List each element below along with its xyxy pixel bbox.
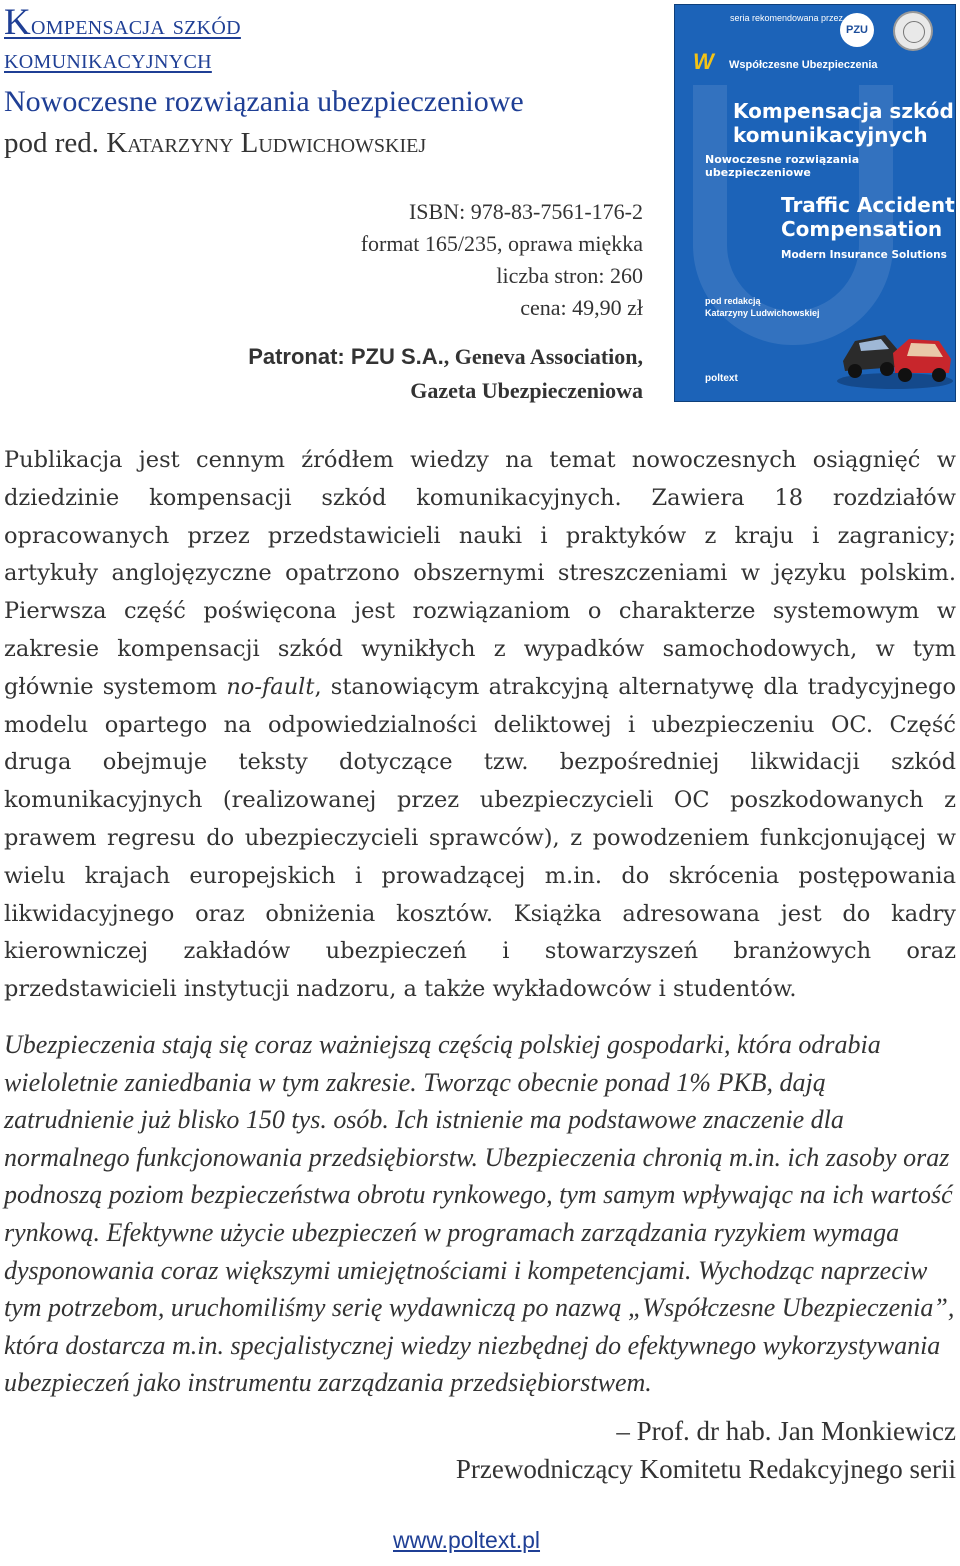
- cover-title-en-1: Traffic Accident: [781, 193, 955, 217]
- page-count: liczba stron: 260: [496, 263, 643, 288]
- series-w-logo-icon: W: [693, 49, 714, 74]
- patron-label: Patronat: PZU S.A.: [248, 344, 444, 369]
- description-paragraph: [4, 442, 956, 1009]
- book-cover-image: [674, 4, 956, 402]
- editor-prefix: pod red.: [4, 127, 107, 159]
- title-line1: ompensacja szkód: [31, 9, 241, 41]
- cover-subtitle-en: Modern Insurance Solutions: [781, 249, 947, 261]
- cover-series-label: seria rekomendowana przez: [730, 13, 844, 23]
- book-title: [4, 2, 664, 76]
- cover-subtitle-pl: Nowoczesne rozwiązania ubezpieczeniowe: [705, 153, 860, 179]
- signature-role: Przewodniczący Komitetu Redakcyjnego serii: [455, 1454, 956, 1484]
- description-part2: , stanowiącym atrakcyjną alternatywę dla tradycyjnego modelu opartego na odpowiedzialności deliktowej i ubezpieczeniu OC. Część druga obejmuje teksty dotyczące tzw. bezpośredniej likwidacji szkód komunikacyjnych (realizowanej przez ubezpieczycieli OC poszkodowanych z prawem regresu do ubezpieczycieli sprawców), z powodzeniem funkcjonującej w wielu krajach europejskich i prowadzącej m.in. do skrócenia postępowania likwidacyjnego oraz obniżenia kosztów. Książka adresowana jest do kadry kierowniczej zakładów ubezpieczeń i stowarzyszeń branżowych oraz przedstawicieli instytucji nadzoru, a także wykładowców i studentów.: [4, 673, 956, 1003]
- title-line2: komunikacyjnych: [4, 43, 212, 75]
- pzu-logo-icon: PZU: [840, 13, 874, 47]
- book-metadata: [361, 196, 643, 324]
- book-subtitle: Nowoczesne rozwiązania ubezpieczeniowe: [4, 85, 524, 118]
- cover-editor-2: Katarzyny Ludwichowskiej: [705, 308, 820, 318]
- cover-editor: [705, 295, 820, 319]
- cover-series-name: Współczesne Ubezpieczenia: [729, 59, 878, 71]
- cover-title-en-2: Compensation: [781, 217, 943, 241]
- description-part1: Publikacja jest cennym źródłem wiedzy na temat nowoczesnych osiągnięć w dziedzinie kompensacji szkód komunikacyjnych. Zawiera 18 rozdziałów opracowanych przez przedstawicieli nauki i praktyków z kraju i zagranicy; artykuły anglojęzyczne opatrzono obszernymi streszczeniami w języku polskim. Pierwsza część poświęcona jest rozwiązaniom o charakterze systemowym w zakresie kompensacji szkód wynikłych z wypadków samochodowych, w tym głównie systemom: [4, 447, 956, 700]
- title-initial: K: [4, 2, 32, 43]
- patronage: [248, 340, 643, 408]
- cover-title-pl-2: komunikacyjnych: [733, 123, 928, 147]
- cover-publisher-logo: poltext: [705, 373, 738, 384]
- cover-title-pl: [733, 99, 954, 147]
- price: cena: 49,90 zł: [520, 295, 643, 320]
- cover-title-pl-1: Kompensacja szkód: [733, 99, 954, 123]
- seal-logo-icon: [893, 11, 933, 51]
- signature-name: – Prof. dr hab. Jan Monkiewicz: [616, 1416, 956, 1446]
- editorial-quote: Ubezpieczenia stają się coraz ważniejszą częścią polskiej gospodarki, która odrabia wieloletnie zaniedbania w tym zakresie. Tworząc obecnie ponad 1% PKB, dają zatrudnienie już blisko 150 tys. osób. Ich istnienie ma podstawowe znaczenie dla normalnego funkcjonowania przedsiębiorstw. Ubezpieczenia chronią m.in. ich zasoby oraz podnoszą poziom bezpieczeństwa obrotu rynkowego, tym samym wpływając na ich wartość rynkową. Efektywne użycie ubezpieczeń w programach zarządzania ryzykiem wymaga dysponowania coraz większymi umiejętnościami i kompetencjami. Wychodząc naprzeciw tym potrzebom, uruchomiliśmy serię wydawniczą po nazwą „Współczesne Ubezpieczenia”, która dostarcza m.in. specjalistycznej wiedzy niezbędnej do efektywnego wykorzystywania ubezpieczeń jako instrumentu zarządzania przedsiębiorstwem.: [4, 1030, 955, 1398]
- format: format 165/235, oprawa miękka: [360, 231, 643, 256]
- header: [4, 2, 664, 160]
- editor-name: Katarzyny Ludwichowskiej: [106, 127, 427, 159]
- book-editor: [4, 126, 664, 160]
- cover-title-en: [781, 193, 955, 241]
- patron-line1: , Geneva Association,: [443, 344, 643, 369]
- publisher-website-link[interactable]: www.poltext.pl: [393, 1527, 541, 1553]
- description-italic: no-fault: [226, 673, 315, 700]
- cover-editor-1: pod redakcją: [705, 296, 761, 306]
- isbn: ISBN: 978-83-7561-176-2: [408, 199, 643, 224]
- patron-line2: Gazeta Ubezpieczeniowa: [410, 378, 643, 403]
- crashed-cars-icon: [835, 301, 955, 391]
